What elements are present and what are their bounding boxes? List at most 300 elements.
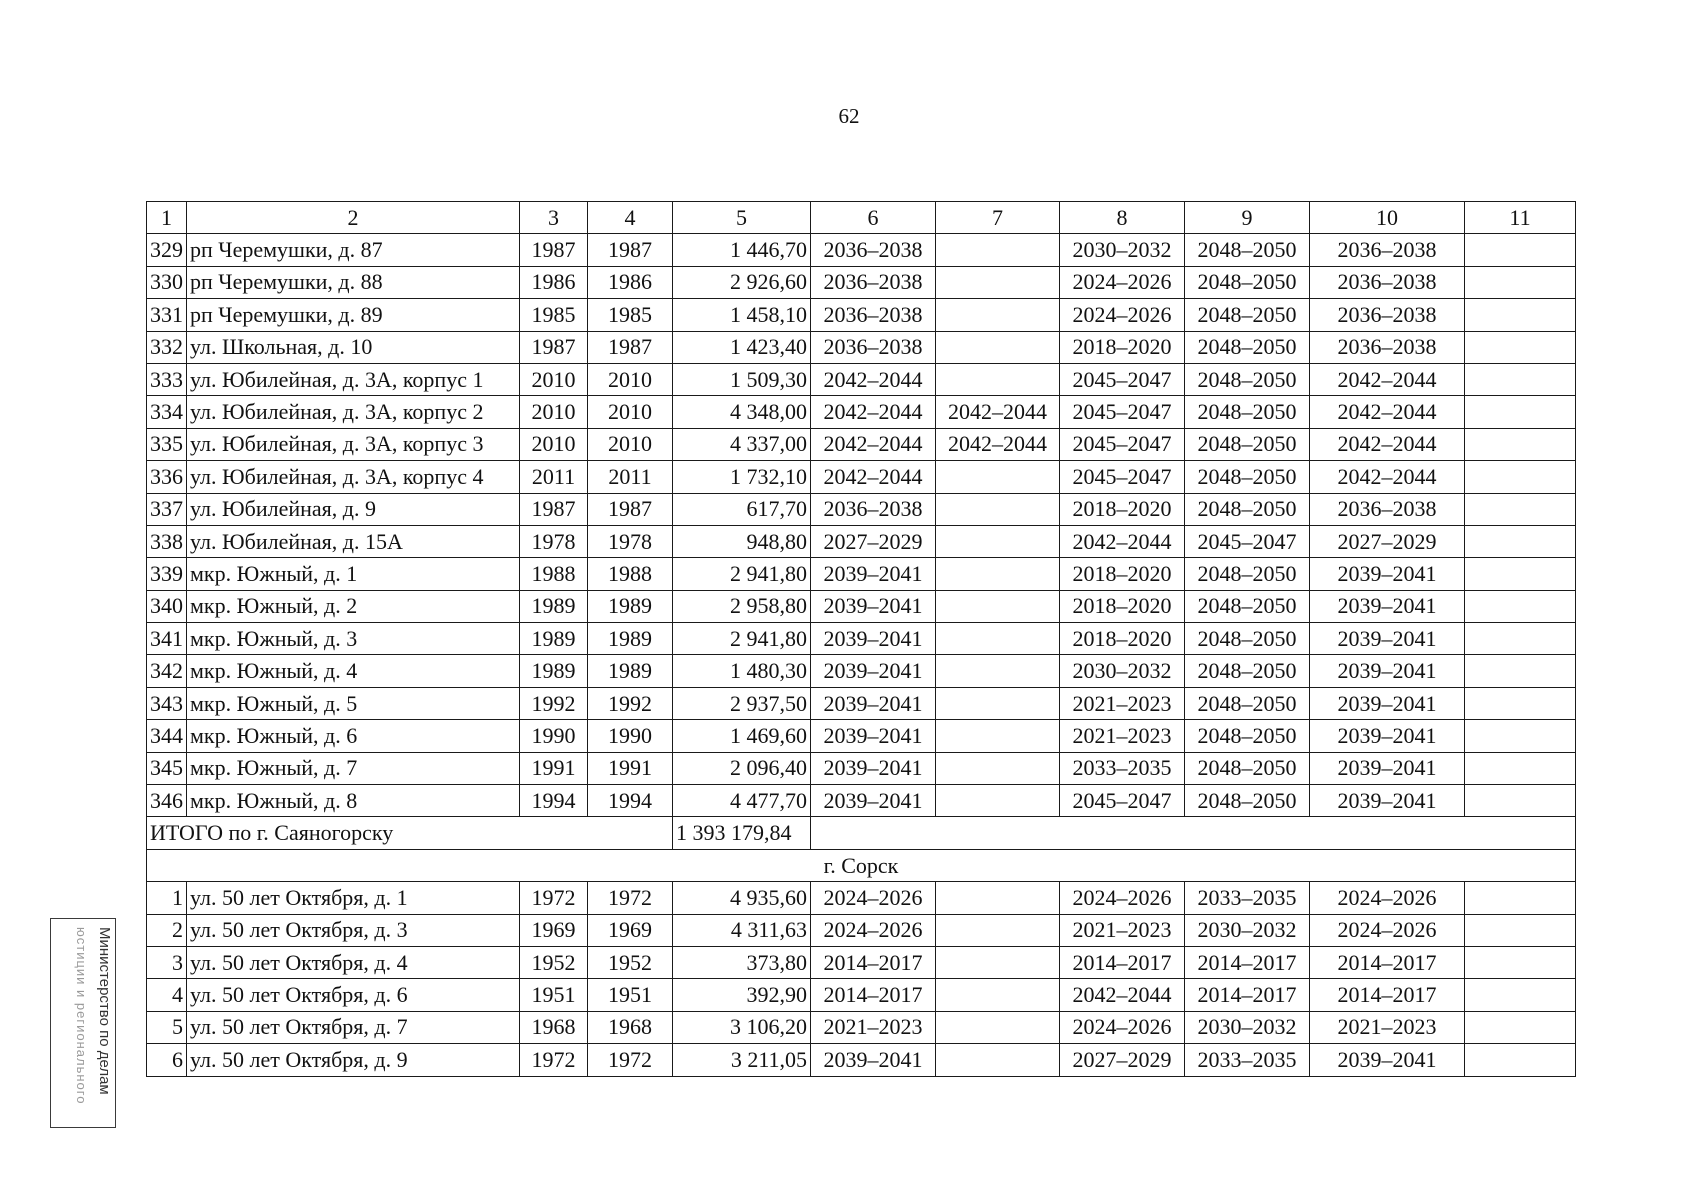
year-built-cell: 2010 <box>520 396 588 428</box>
column-header-10: 10 <box>1310 202 1465 234</box>
period-col10-cell: 2042–2044 <box>1310 363 1465 395</box>
page-number: 62 <box>838 104 860 128</box>
year-commissioned-cell: 2011 <box>588 461 673 493</box>
year-commissioned-cell: 2010 <box>588 396 673 428</box>
year-commissioned-cell: 2010 <box>588 363 673 395</box>
year-built-cell: 2010 <box>520 363 588 395</box>
period-col11-cell <box>1465 558 1576 590</box>
period-col11-cell <box>1465 590 1576 622</box>
total-area-cell: 373,80 <box>673 946 811 978</box>
period-col7-cell <box>936 785 1060 817</box>
period-col11-cell <box>1465 299 1576 331</box>
period-col10-cell: 2036–2038 <box>1310 331 1465 363</box>
address-cell: ул. Юбилейная, д. 3А, корпус 3 <box>187 428 520 460</box>
year-built-cell: 2010 <box>520 428 588 460</box>
period-col7-cell <box>936 914 1060 946</box>
period-col11-cell <box>1465 979 1576 1011</box>
year-built-cell: 1969 <box>520 914 588 946</box>
year-built-cell: 1986 <box>520 266 588 298</box>
total-area-cell: 392,90 <box>673 979 811 1011</box>
period-col8-cell: 2024–2026 <box>1060 266 1185 298</box>
period-col6-cell: 2042–2044 <box>811 428 936 460</box>
period-col8-cell: 2033–2035 <box>1060 752 1185 784</box>
row-number-cell: 330 <box>147 266 187 298</box>
address-cell: мкр. Южный, д. 7 <box>187 752 520 784</box>
year-built-cell: 1968 <box>520 1011 588 1043</box>
row-number-cell: 1 <box>147 882 187 914</box>
address-cell: ул. Школьная, д. 10 <box>187 331 520 363</box>
total-area-cell: 2 926,60 <box>673 266 811 298</box>
total-area-cell: 1 480,30 <box>673 655 811 687</box>
period-col8-cell: 2018–2020 <box>1060 590 1185 622</box>
address-cell: ул. Юбилейная, д. 3А, корпус 1 <box>187 363 520 395</box>
period-col6-cell: 2042–2044 <box>811 461 936 493</box>
total-area-cell: 1 423,40 <box>673 331 811 363</box>
row-number-cell: 343 <box>147 687 187 719</box>
row-number-cell: 5 <box>147 1011 187 1043</box>
period-col7-cell: 2042–2044 <box>936 428 1060 460</box>
year-commissioned-cell: 1991 <box>588 752 673 784</box>
column-header-7: 7 <box>936 202 1060 234</box>
row-number-cell: 334 <box>147 396 187 428</box>
total-empty-cell <box>811 817 1576 849</box>
address-cell: рп Черемушки, д. 87 <box>187 234 520 266</box>
row-number-cell: 342 <box>147 655 187 687</box>
period-col6-cell: 2024–2026 <box>811 914 936 946</box>
year-commissioned-cell: 1968 <box>588 1011 673 1043</box>
row-number-cell: 345 <box>147 752 187 784</box>
period-col8-cell: 2045–2047 <box>1060 785 1185 817</box>
table-row <box>147 525 1576 557</box>
period-col11-cell <box>1465 655 1576 687</box>
year-commissioned-cell: 1985 <box>588 299 673 331</box>
period-col7-cell <box>936 752 1060 784</box>
row-number-cell: 2 <box>147 914 187 946</box>
period-col6-cell: 2036–2038 <box>811 234 936 266</box>
period-col9-cell: 2048–2050 <box>1185 461 1310 493</box>
period-col6-cell: 2014–2017 <box>811 946 936 978</box>
table-row <box>147 752 1576 784</box>
period-col10-cell: 2027–2029 <box>1310 525 1465 557</box>
year-commissioned-cell: 1987 <box>588 234 673 266</box>
period-col9-cell: 2014–2017 <box>1185 946 1310 978</box>
column-header-4: 4 <box>588 202 673 234</box>
year-built-cell: 1989 <box>520 655 588 687</box>
year-built-cell: 1972 <box>520 1044 588 1076</box>
table-row <box>147 1044 1576 1076</box>
row-number-cell: 344 <box>147 720 187 752</box>
table-row <box>147 785 1576 817</box>
year-built-cell: 1978 <box>520 525 588 557</box>
year-built-cell: 1990 <box>520 720 588 752</box>
table-row <box>147 979 1576 1011</box>
period-col8-cell: 2045–2047 <box>1060 428 1185 460</box>
period-col6-cell: 2039–2041 <box>811 720 936 752</box>
table-row <box>147 946 1576 978</box>
period-col11-cell <box>1465 914 1576 946</box>
total-area-cell: 1 458,10 <box>673 299 811 331</box>
year-built-cell: 2011 <box>520 461 588 493</box>
period-col10-cell: 2039–2041 <box>1310 558 1465 590</box>
year-built-cell: 1988 <box>520 558 588 590</box>
period-col11-cell <box>1465 428 1576 460</box>
period-col9-cell: 2048–2050 <box>1185 299 1310 331</box>
period-col6-cell: 2036–2038 <box>811 299 936 331</box>
period-col10-cell: 2042–2044 <box>1310 461 1465 493</box>
year-built-cell: 1987 <box>520 234 588 266</box>
period-col7-cell <box>936 525 1060 557</box>
period-col9-cell: 2048–2050 <box>1185 623 1310 655</box>
table-row <box>147 590 1576 622</box>
address-cell: мкр. Южный, д. 1 <box>187 558 520 590</box>
period-col6-cell: 2036–2038 <box>811 266 936 298</box>
period-col9-cell: 2048–2050 <box>1185 687 1310 719</box>
period-col10-cell: 2039–2041 <box>1310 590 1465 622</box>
year-built-cell: 1952 <box>520 946 588 978</box>
period-col11-cell <box>1465 946 1576 978</box>
period-col8-cell: 2030–2032 <box>1060 655 1185 687</box>
column-number-row <box>147 202 1576 234</box>
year-commissioned-cell: 1990 <box>588 720 673 752</box>
period-col8-cell: 2021–2023 <box>1060 914 1185 946</box>
period-col9-cell: 2048–2050 <box>1185 558 1310 590</box>
year-commissioned-cell: 1992 <box>588 687 673 719</box>
period-col8-cell: 2030–2032 <box>1060 234 1185 266</box>
year-commissioned-cell: 1988 <box>588 558 673 590</box>
total-value: 1 393 179,84 <box>673 817 811 849</box>
period-col6-cell: 2039–2041 <box>811 623 936 655</box>
period-col9-cell: 2033–2035 <box>1185 1044 1310 1076</box>
year-commissioned-cell: 1978 <box>588 525 673 557</box>
address-cell: мкр. Южный, д. 3 <box>187 623 520 655</box>
period-col9-cell: 2048–2050 <box>1185 785 1310 817</box>
period-col8-cell: 2018–2020 <box>1060 331 1185 363</box>
period-col11-cell <box>1465 363 1576 395</box>
year-commissioned-cell: 1989 <box>588 590 673 622</box>
period-col9-cell: 2033–2035 <box>1185 882 1310 914</box>
period-col11-cell <box>1465 1011 1576 1043</box>
table-row <box>147 558 1576 590</box>
period-col11-cell <box>1465 785 1576 817</box>
column-header-5: 5 <box>673 202 811 234</box>
address-cell: мкр. Южный, д. 6 <box>187 720 520 752</box>
total-area-cell: 4 311,63 <box>673 914 811 946</box>
table-body <box>147 234 1576 1076</box>
year-built-cell: 1985 <box>520 299 588 331</box>
period-col9-cell: 2048–2050 <box>1185 655 1310 687</box>
period-col8-cell: 2042–2044 <box>1060 525 1185 557</box>
period-col7-cell <box>936 331 1060 363</box>
period-col6-cell: 2039–2041 <box>811 655 936 687</box>
row-number-cell: 3 <box>147 946 187 978</box>
address-cell: рп Черемушки, д. 88 <box>187 266 520 298</box>
year-built-cell: 1994 <box>520 785 588 817</box>
period-col7-cell <box>936 655 1060 687</box>
period-col8-cell: 2014–2017 <box>1060 946 1185 978</box>
row-number-cell: 338 <box>147 525 187 557</box>
table-row <box>147 655 1576 687</box>
period-col6-cell: 2036–2038 <box>811 493 936 525</box>
total-area-cell: 2 096,40 <box>673 752 811 784</box>
period-col7-cell <box>936 234 1060 266</box>
period-col8-cell: 2045–2047 <box>1060 461 1185 493</box>
total-area-cell: 4 337,00 <box>673 428 811 460</box>
period-col9-cell: 2048–2050 <box>1185 590 1310 622</box>
address-cell: ул. 50 лет Октября, д. 3 <box>187 914 520 946</box>
table-row <box>147 720 1576 752</box>
period-col9-cell: 2048–2050 <box>1185 720 1310 752</box>
city-heading-row <box>147 849 1576 881</box>
period-col9-cell: 2048–2050 <box>1185 396 1310 428</box>
period-col10-cell: 2036–2038 <box>1310 234 1465 266</box>
period-col10-cell: 2024–2026 <box>1310 914 1465 946</box>
total-area-cell: 3 211,05 <box>673 1044 811 1076</box>
period-col10-cell: 2039–2041 <box>1310 752 1465 784</box>
period-col8-cell: 2018–2020 <box>1060 493 1185 525</box>
year-built-cell: 1987 <box>520 331 588 363</box>
address-cell: рп Черемушки, д. 89 <box>187 299 520 331</box>
period-col9-cell: 2048–2050 <box>1185 234 1310 266</box>
total-area-cell: 1 469,60 <box>673 720 811 752</box>
table-row <box>147 1011 1576 1043</box>
address-cell: ул. Юбилейная, д. 3А, корпус 2 <box>187 396 520 428</box>
year-commissioned-cell: 1951 <box>588 979 673 1011</box>
table-row <box>147 461 1576 493</box>
total-area-cell: 2 941,80 <box>673 558 811 590</box>
period-col7-cell <box>936 299 1060 331</box>
address-cell: ул. 50 лет Октября, д. 6 <box>187 979 520 1011</box>
table-header <box>147 202 1576 234</box>
total-area-cell: 617,70 <box>673 493 811 525</box>
housing-registry-table <box>146 201 1576 1077</box>
row-number-cell: 339 <box>147 558 187 590</box>
total-area-cell: 1 509,30 <box>673 363 811 395</box>
period-col11-cell <box>1465 396 1576 428</box>
period-col10-cell: 2042–2044 <box>1310 428 1465 460</box>
table-row <box>147 914 1576 946</box>
period-col6-cell: 2039–2041 <box>811 785 936 817</box>
table-row <box>147 623 1576 655</box>
period-col10-cell: 2036–2038 <box>1310 299 1465 331</box>
period-col9-cell: 2048–2050 <box>1185 428 1310 460</box>
year-commissioned-cell: 1987 <box>588 493 673 525</box>
period-col10-cell: 2024–2026 <box>1310 882 1465 914</box>
period-col9-cell: 2045–2047 <box>1185 525 1310 557</box>
period-col9-cell: 2048–2050 <box>1185 331 1310 363</box>
period-col11-cell <box>1465 882 1576 914</box>
period-col8-cell: 2042–2044 <box>1060 979 1185 1011</box>
period-col7-cell <box>936 979 1060 1011</box>
period-col8-cell: 2024–2026 <box>1060 299 1185 331</box>
period-col6-cell: 2027–2029 <box>811 525 936 557</box>
column-header-9: 9 <box>1185 202 1310 234</box>
table-row <box>147 396 1576 428</box>
table-row <box>147 266 1576 298</box>
period-col10-cell: 2039–2041 <box>1310 1044 1465 1076</box>
period-col11-cell <box>1465 234 1576 266</box>
period-col7-cell <box>936 623 1060 655</box>
year-commissioned-cell: 1969 <box>588 914 673 946</box>
table-row <box>147 493 1576 525</box>
year-commissioned-cell: 1989 <box>588 655 673 687</box>
table-row <box>147 687 1576 719</box>
year-commissioned-cell: 1986 <box>588 266 673 298</box>
row-number-cell: 336 <box>147 461 187 493</box>
period-col10-cell: 2039–2041 <box>1310 785 1465 817</box>
period-col7-cell <box>936 558 1060 590</box>
row-number-cell: 346 <box>147 785 187 817</box>
period-col11-cell <box>1465 331 1576 363</box>
period-col10-cell: 2036–2038 <box>1310 493 1465 525</box>
period-col7-cell: 2042–2044 <box>936 396 1060 428</box>
period-col7-cell <box>936 1044 1060 1076</box>
column-header-11: 11 <box>1465 202 1576 234</box>
period-col9-cell: 2014–2017 <box>1185 979 1310 1011</box>
year-built-cell: 1951 <box>520 979 588 1011</box>
period-col7-cell <box>936 1011 1060 1043</box>
period-col11-cell <box>1465 752 1576 784</box>
period-col6-cell: 2042–2044 <box>811 396 936 428</box>
row-number-cell: 337 <box>147 493 187 525</box>
period-col6-cell: 2014–2017 <box>811 979 936 1011</box>
address-cell: ул. Юбилейная, д. 9 <box>187 493 520 525</box>
period-col9-cell: 2048–2050 <box>1185 266 1310 298</box>
address-cell: ул. 50 лет Октября, д. 7 <box>187 1011 520 1043</box>
period-col6-cell: 2039–2041 <box>811 590 936 622</box>
address-cell: ул. 50 лет Октября, д. 9 <box>187 1044 520 1076</box>
period-col8-cell: 2021–2023 <box>1060 720 1185 752</box>
period-col8-cell: 2024–2026 <box>1060 882 1185 914</box>
row-number-cell: 4 <box>147 979 187 1011</box>
address-cell: ул. 50 лет Октября, д. 1 <box>187 882 520 914</box>
year-built-cell: 1992 <box>520 687 588 719</box>
total-label: ИТОГО по г. Саяногорску <box>147 817 673 849</box>
row-number-cell: 331 <box>147 299 187 331</box>
period-col8-cell: 2021–2023 <box>1060 687 1185 719</box>
period-col6-cell: 2024–2026 <box>811 882 936 914</box>
row-number-cell: 329 <box>147 234 187 266</box>
row-number-cell: 335 <box>147 428 187 460</box>
period-col10-cell: 2042–2044 <box>1310 396 1465 428</box>
period-col9-cell: 2048–2050 <box>1185 752 1310 784</box>
year-commissioned-cell: 1989 <box>588 623 673 655</box>
year-commissioned-cell: 1972 <box>588 882 673 914</box>
period-col9-cell: 2048–2050 <box>1185 363 1310 395</box>
period-col10-cell: 2021–2023 <box>1310 1011 1465 1043</box>
year-built-cell: 1991 <box>520 752 588 784</box>
period-col7-cell <box>936 687 1060 719</box>
period-col11-cell <box>1465 461 1576 493</box>
period-col6-cell: 2036–2038 <box>811 331 936 363</box>
period-col8-cell: 2027–2029 <box>1060 1044 1185 1076</box>
period-col8-cell: 2018–2020 <box>1060 558 1185 590</box>
period-col11-cell <box>1465 687 1576 719</box>
total-area-cell: 948,80 <box>673 525 811 557</box>
table-row <box>147 331 1576 363</box>
period-col7-cell <box>936 882 1060 914</box>
year-built-cell: 1989 <box>520 590 588 622</box>
period-col8-cell: 2045–2047 <box>1060 363 1185 395</box>
year-commissioned-cell: 1972 <box>588 1044 673 1076</box>
column-header-6: 6 <box>811 202 936 234</box>
period-col7-cell <box>936 461 1060 493</box>
period-col6-cell: 2042–2044 <box>811 363 936 395</box>
period-col8-cell: 2045–2047 <box>1060 396 1185 428</box>
column-header-2: 2 <box>187 202 520 234</box>
column-header-1: 1 <box>147 202 187 234</box>
total-area-cell: 3 106,20 <box>673 1011 811 1043</box>
period-col8-cell: 2024–2026 <box>1060 1011 1185 1043</box>
period-col11-cell <box>1465 525 1576 557</box>
row-number-cell: 332 <box>147 331 187 363</box>
table-row <box>147 363 1576 395</box>
year-commissioned-cell: 1994 <box>588 785 673 817</box>
address-cell: ул. Юбилейная, д. 3А, корпус 4 <box>187 461 520 493</box>
city-heading: г. Сорск <box>147 849 1576 881</box>
period-col9-cell: 2030–2032 <box>1185 1011 1310 1043</box>
period-col7-cell <box>936 363 1060 395</box>
address-cell: ул. Юбилейная, д. 15А <box>187 525 520 557</box>
period-col9-cell: 2030–2032 <box>1185 914 1310 946</box>
period-col10-cell: 2039–2041 <box>1310 687 1465 719</box>
period-col7-cell <box>936 266 1060 298</box>
period-col11-cell <box>1465 1044 1576 1076</box>
stamp-text-line1: Министерство по делам <box>96 927 113 1095</box>
row-number-cell: 341 <box>147 623 187 655</box>
period-col10-cell: 2014–2017 <box>1310 979 1465 1011</box>
period-col6-cell: 2039–2041 <box>811 1044 936 1076</box>
total-area-cell: 1 732,10 <box>673 461 811 493</box>
table-row <box>147 882 1576 914</box>
period-col7-cell <box>936 493 1060 525</box>
stamp-text-line2: юстиции и регионального <box>74 927 89 1105</box>
period-col8-cell: 2018–2020 <box>1060 623 1185 655</box>
address-cell: ул. 50 лет Октября, д. 4 <box>187 946 520 978</box>
row-number-cell: 333 <box>147 363 187 395</box>
period-col9-cell: 2048–2050 <box>1185 493 1310 525</box>
address-cell: мкр. Южный, д. 2 <box>187 590 520 622</box>
year-built-cell: 1987 <box>520 493 588 525</box>
period-col6-cell: 2039–2041 <box>811 687 936 719</box>
period-col10-cell: 2014–2017 <box>1310 946 1465 978</box>
total-area-cell: 4 935,60 <box>673 882 811 914</box>
total-area-cell: 2 937,50 <box>673 687 811 719</box>
period-col11-cell <box>1465 266 1576 298</box>
total-area-cell: 4 348,00 <box>673 396 811 428</box>
total-area-cell: 2 941,80 <box>673 623 811 655</box>
total-row <box>147 817 1576 849</box>
year-commissioned-cell: 1952 <box>588 946 673 978</box>
year-built-cell: 1989 <box>520 623 588 655</box>
total-area-cell: 1 446,70 <box>673 234 811 266</box>
period-col11-cell <box>1465 493 1576 525</box>
table-row <box>147 234 1576 266</box>
period-col11-cell <box>1465 720 1576 752</box>
period-col6-cell: 2021–2023 <box>811 1011 936 1043</box>
total-area-cell: 2 958,80 <box>673 590 811 622</box>
registration-stamp <box>50 918 116 1128</box>
year-commissioned-cell: 1987 <box>588 331 673 363</box>
column-header-8: 8 <box>1060 202 1185 234</box>
period-col10-cell: 2039–2041 <box>1310 655 1465 687</box>
row-number-cell: 340 <box>147 590 187 622</box>
period-col7-cell <box>936 946 1060 978</box>
period-col7-cell <box>936 720 1060 752</box>
period-col10-cell: 2036–2038 <box>1310 266 1465 298</box>
period-col10-cell: 2039–2041 <box>1310 623 1465 655</box>
period-col10-cell: 2039–2041 <box>1310 720 1465 752</box>
column-header-3: 3 <box>520 202 588 234</box>
